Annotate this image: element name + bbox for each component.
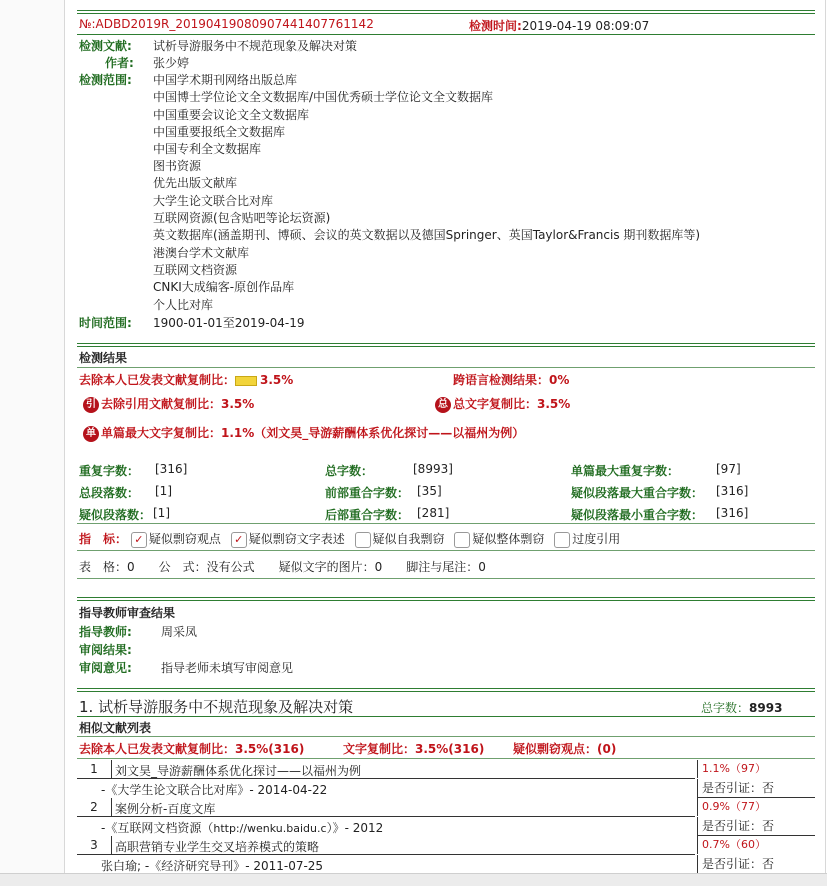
num-divider: [111, 836, 112, 855]
scope-item: 优先出版文献库: [153, 176, 238, 190]
item-title[interactable]: 刘文昊_导游薪酬体系优化探讨——以福州为例: [115, 764, 362, 778]
ratio-cell: [697, 836, 815, 854]
stat-value: [281]: [417, 506, 450, 520]
summary-view-plagiarism: 疑似剽窃观点：(0): [513, 742, 617, 756]
indicator-over-citation[interactable]: 过度引用: [554, 532, 620, 546]
section-title: 1. 试析导游服务中不规范现象及解决对策: [79, 698, 354, 716]
scope-item: 中国重要报纸全文数据库: [153, 125, 286, 139]
stat-value: [97]: [716, 462, 741, 476]
item-source: -《互联网文档资源（http://wenku.baidu.c）》- 2012: [101, 821, 384, 835]
cited-cell: [697, 817, 815, 836]
header-rule: [77, 10, 815, 14]
stat-value: [1]: [155, 484, 172, 498]
section-sub-rule: [77, 716, 815, 717]
detect-time-label: 检测时间:: [469, 19, 522, 33]
item-cited: 是否引证：否: [702, 857, 775, 871]
stat-item: 疑似段落最大重合字数：: [571, 486, 704, 500]
report-id: №:ADBD2019R_2019041908090744140776114​2: [79, 17, 374, 31]
checkbox-empty-icon[interactable]: [355, 532, 371, 548]
cite-badge-icon: 引: [83, 397, 99, 413]
stat-value: [316]: [716, 484, 749, 498]
ratio-bar-icon: [235, 376, 257, 386]
indicator-whole-plagiarism[interactable]: 疑似整体剽窃: [454, 532, 544, 546]
stat-item: 总段落数：: [79, 486, 140, 500]
sim-list-rule: [77, 736, 815, 737]
ratio-cell: [697, 798, 815, 816]
teacher-name: 周采凤: [161, 625, 198, 639]
scope-item: 中国学术期刊网络出版总库: [153, 73, 298, 87]
section-rule: [77, 688, 815, 692]
stat-item: 疑似段落最小重合字数：: [571, 508, 704, 522]
source-link[interactable]: http://wenku.baidu.c: [213, 822, 327, 835]
stat-item: 疑似段落数：: [79, 508, 152, 522]
review-result-label: 审阅结果:: [79, 643, 132, 657]
results-rule: [77, 343, 815, 347]
scope-item: 中国博士学位论文全文数据库/中国优秀硕士学位论文全文数据库: [153, 90, 494, 104]
range-value: 1900-01-01至2019-04-19: [153, 316, 305, 330]
review-opinion-value: 指导老师未填写审阅意见: [161, 661, 294, 675]
total-badge-icon: 总: [435, 397, 451, 413]
scope-item: 图书资源: [153, 159, 202, 173]
cross-lang-value: 0%: [549, 373, 570, 387]
stat-value: [316]: [155, 462, 188, 476]
checkbox-empty-icon[interactable]: [554, 532, 570, 548]
total-ratio: [435, 395, 570, 413]
excl-cite-label: 去除引用文献复制比：: [101, 397, 222, 411]
checkbox-empty-icon[interactable]: [454, 532, 470, 548]
cited-cell: [697, 779, 815, 798]
indicator-label: 指 标：: [79, 532, 128, 546]
single-badge-icon: 单: [83, 426, 99, 442]
stat-item: 单篇最大重复字数：: [571, 464, 680, 478]
cross-lang-label: 跨语言检测结果：: [453, 373, 550, 387]
author-name: 张少婷: [153, 56, 190, 70]
item-title[interactable]: 高职营销专业学生交叉培养模式的策略: [115, 840, 320, 854]
scope-item: 港澳台学术文献库: [153, 246, 250, 260]
num-divider: [111, 760, 112, 779]
scope-item: 中国专利全文数据库: [153, 142, 262, 156]
viewer-bottom-bar: [0, 873, 827, 886]
checkbox-checked-icon[interactable]: ✓: [231, 532, 247, 548]
checkbox-checked-icon[interactable]: ✓: [131, 532, 147, 548]
ratio-cell: [697, 760, 815, 778]
results-heading: 检测结果: [79, 351, 128, 365]
review-opinion-label: 审阅意见:: [79, 661, 132, 675]
scope-item: 个人比对库: [153, 298, 214, 312]
range-label: 时间范围:: [79, 316, 132, 330]
section-total-label: 总字数：: [701, 701, 750, 715]
scope-item: 大学生论文联合比对库: [153, 194, 274, 208]
detect-time-value: 2019-04-19 08:09:07: [521, 19, 650, 33]
scope-label: 检测范围:: [79, 73, 132, 87]
excl-self-label: 去除本人已发表文献复制比：: [79, 373, 236, 387]
section-total-value: 8993: [749, 701, 783, 715]
excl-self-value: 3.5%: [260, 373, 294, 387]
stat-item: 总字数：: [325, 464, 374, 478]
stat-item: 重复字数：: [79, 464, 140, 478]
scope-item: CNKI大成编客-原创作品库: [153, 280, 295, 294]
item-ratio: 1.1%（97）: [702, 762, 766, 775]
item-number: 1: [90, 762, 98, 776]
item-cited: 是否引证：否: [702, 819, 775, 833]
stat-value: [1]: [153, 506, 170, 520]
review-heading: 指导教师审查结果: [79, 606, 176, 620]
summary-text-ratio: 文字复制比：3.5%(316): [343, 742, 485, 756]
results-sub-rule: [77, 367, 815, 368]
item-cited: 是否引证：否: [702, 781, 775, 795]
sim-list-heading: 相似文献列表: [79, 721, 152, 735]
summary-excl-self: 去除本人已发表文献复制比：3.5%(316): [79, 742, 305, 756]
stat-value: [316]: [716, 506, 749, 520]
report-page: [64, 0, 826, 885]
single-label: 单篇最大文字复制比：: [101, 426, 222, 440]
stat-value: [8993]: [413, 462, 453, 476]
item-ratio: 0.7%（60）: [702, 838, 766, 851]
total-label: 总文字复制比：: [453, 397, 538, 411]
indicator-row: [79, 530, 620, 548]
excl-cite-value: 3.5%: [221, 397, 255, 411]
cited-cell: [697, 855, 815, 874]
misc-rule: [77, 550, 815, 551]
teacher-label: 指导教师:: [79, 625, 132, 639]
page-margin-left: [0, 0, 64, 885]
indicator-plagiarism-view[interactable]: ✓ 疑似剽窃观点: [131, 532, 221, 546]
meta-rule: [77, 34, 815, 35]
stat-value: [35]: [417, 484, 442, 498]
indicator-plagiarism-text[interactable]: ✓ 疑似剽窃文字表述: [231, 532, 345, 546]
excl-cite-ratio: [83, 395, 254, 413]
item-title[interactable]: 案例分析-百度文库: [115, 802, 216, 816]
scope-item: 中国重要会议论文全文数据库: [153, 108, 310, 122]
stat-item: 后部重合字数：: [325, 508, 410, 522]
item-number: 3: [90, 838, 98, 852]
review-rule: [77, 597, 815, 601]
item-ratio: 0.9%（77）: [702, 800, 766, 813]
misc-bottom-rule: [77, 578, 815, 579]
scope-item: 互联网文档资源: [153, 263, 238, 277]
item-source: 张白瑜; -《经济研究导刊》- 2011-07-25: [101, 859, 324, 873]
total-value: 3.5%: [537, 397, 571, 411]
excl-self-ratio: [79, 371, 293, 388]
detect-time: [469, 17, 649, 34]
scope-item: 互联网资源(包含贴吧等论坛资源): [153, 211, 331, 225]
cross-lang-result: [453, 371, 569, 388]
single-max-ratio: [83, 424, 524, 442]
stat-item: 前部重合字数：: [325, 486, 410, 500]
num-divider: [111, 798, 112, 817]
indicator-rule: [77, 523, 815, 524]
doc-label: 检测文献:: [79, 39, 132, 53]
misc-stats: 表 格：0 公 式：没有公式 疑似文字的图片：0 脚注与尾注：0: [79, 560, 486, 574]
single-value: 1.1%（刘文昊_导游薪酬体系优化探讨——以福州为例）: [221, 426, 525, 440]
author-label: 作者:: [105, 56, 134, 70]
scope-item: 英文数据库(涵盖期刊、博硕、会议的英文数据以及德国Springer、英国Taylor&Francis 期刊数据库等): [153, 228, 701, 242]
section-total: [701, 699, 782, 716]
indicator-self-plagiarism[interactable]: 疑似自我剽窃: [355, 532, 445, 546]
list-top-rule: [77, 758, 815, 759]
doc-title: 试析导游服务中不规范现象及解决对策: [153, 39, 358, 53]
item-source: -《大学生论文联合比对库》- 2014-04-22: [101, 783, 328, 797]
item-number: 2: [90, 800, 98, 814]
